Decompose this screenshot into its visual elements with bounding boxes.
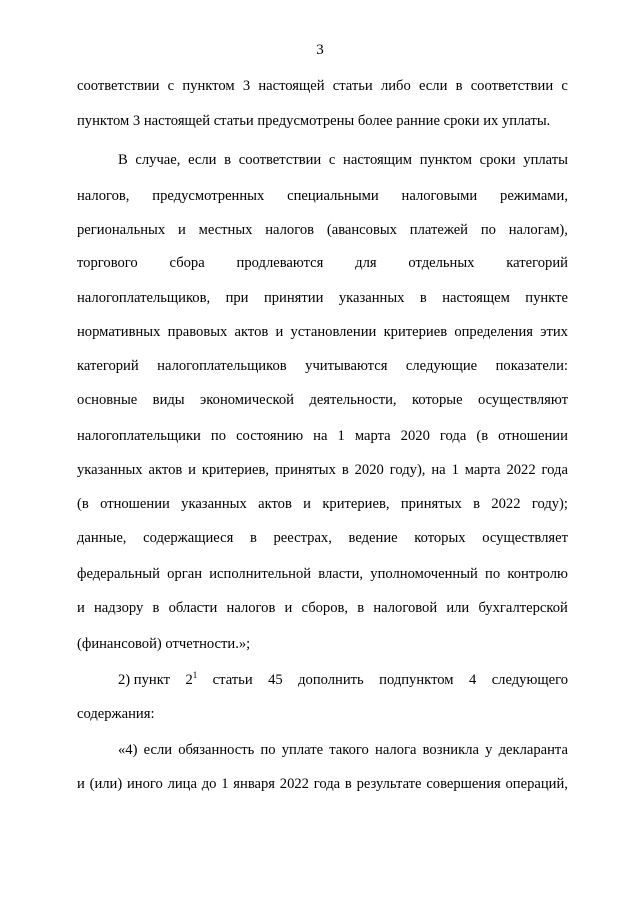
word: 1 [337, 428, 345, 444]
word: результате [356, 776, 422, 792]
word: с [167, 78, 175, 94]
word: категорий [77, 358, 139, 374]
word: продлеваются [236, 255, 324, 271]
word: области [168, 600, 218, 616]
text-line [77, 460, 568, 480]
text-line [77, 564, 568, 584]
text-line [118, 740, 568, 760]
word: случае, [135, 152, 181, 168]
word: 2020 [400, 428, 430, 444]
word: налогов [226, 600, 276, 616]
word: налоговой [373, 600, 438, 616]
word: года [439, 428, 467, 444]
word: (в [77, 496, 89, 512]
word: содержащиеся [143, 530, 234, 546]
word: региональных [77, 222, 166, 238]
word: установлении [290, 324, 377, 340]
word: правовых [167, 324, 228, 340]
word: совершения [426, 776, 501, 792]
text-line [77, 76, 568, 96]
word: сроки [479, 152, 516, 168]
word: в [419, 290, 427, 306]
word: до [201, 776, 217, 792]
word: указанных [77, 462, 143, 478]
text-line [77, 111, 568, 131]
word: режимами, [500, 188, 568, 204]
word: и [284, 600, 293, 616]
word: в [344, 776, 352, 792]
word: в [455, 78, 463, 94]
word: у [485, 742, 493, 758]
word: операций, [505, 776, 568, 792]
word: на [431, 462, 446, 478]
word: критериев, [322, 496, 390, 512]
word: (финансовой) отчетности.»; [77, 636, 251, 652]
word: которых [414, 530, 466, 546]
word: 3 [242, 78, 251, 94]
word: 2022 [491, 496, 521, 512]
word: 2020 [354, 462, 384, 478]
word: декларанта [498, 742, 568, 758]
word: сбора [169, 255, 205, 271]
word: и [77, 600, 85, 616]
word: налогоплательщики [77, 428, 201, 444]
item-2-superscript: 1 [192, 670, 198, 681]
word: и [77, 776, 85, 792]
word: пунктом 3 настоящей статьи предусмотрены более ранние сроки их уплаты. [77, 113, 551, 129]
word: предусмотренных [152, 188, 265, 204]
word: реестрах, [273, 530, 332, 546]
word: 45 [268, 672, 283, 688]
word: января [233, 776, 276, 792]
word: для [355, 255, 377, 271]
word: указанных [338, 290, 405, 306]
word: налогов [265, 222, 315, 238]
word: данные, [77, 530, 127, 546]
word: определения [454, 324, 533, 340]
word: актов [148, 462, 183, 478]
word: по [485, 566, 501, 582]
word: в [473, 496, 480, 512]
word: года [313, 776, 341, 792]
word: виды [152, 392, 185, 408]
word: «4) [118, 742, 138, 758]
word: сборов, [301, 600, 349, 616]
text-line [77, 186, 568, 206]
word: платежей [409, 222, 468, 238]
word: году), [389, 462, 426, 478]
word: в [249, 530, 257, 546]
word: надзору [94, 600, 144, 616]
word: бухгалтерской [478, 600, 568, 616]
word: отдельных [408, 255, 475, 271]
word: учитываются [305, 358, 388, 374]
word: настоящем [442, 290, 510, 306]
word: и [303, 496, 311, 512]
word: если [418, 78, 448, 94]
word: и [275, 324, 284, 340]
text-line [77, 598, 568, 618]
word: принятии [263, 290, 324, 306]
word: по [210, 428, 227, 444]
word: настоящим [343, 152, 413, 168]
word: экономической [200, 392, 294, 408]
word: власти, [318, 566, 364, 582]
word: подпунктом [379, 672, 454, 688]
word: налогоплательщиков, [77, 290, 211, 306]
item-2-line [118, 670, 568, 690]
word: исполнительной [209, 566, 312, 582]
text-line [77, 774, 568, 794]
text-line [118, 150, 568, 170]
word: при [225, 290, 249, 306]
word: иного [126, 776, 163, 792]
text-line [77, 253, 568, 273]
word: 2022 [279, 776, 309, 792]
word: указанных [181, 496, 247, 512]
word: состоянию [236, 428, 304, 444]
word: с [561, 78, 568, 94]
word: в [224, 152, 232, 168]
word: если [188, 152, 217, 168]
word: (в [476, 428, 489, 444]
item-2-number-text: 2 [185, 672, 193, 688]
word: налоговыми [401, 188, 478, 204]
word: контролю [507, 566, 568, 582]
word: соответствии [470, 78, 554, 94]
word: основные [77, 392, 138, 408]
word: по [480, 222, 496, 238]
page-number: 3 [316, 42, 324, 58]
word: году); [531, 496, 568, 512]
text-line [77, 426, 568, 446]
word: или [446, 600, 470, 616]
word: уплате [281, 742, 324, 758]
word: налога [375, 742, 417, 758]
word: торгового [77, 255, 138, 271]
word: критериев, [201, 462, 270, 478]
word: соответствии [77, 78, 160, 94]
word: соответствии [238, 152, 322, 168]
word: пунктом [182, 78, 235, 94]
word: налогоплательщиков [157, 358, 287, 374]
word: принятых [400, 496, 462, 512]
text-line [77, 356, 568, 376]
word: либо [380, 78, 411, 94]
word: федеральный [77, 566, 160, 582]
word: пунктом [419, 152, 472, 168]
word: по [260, 742, 276, 758]
word: дополнить [298, 672, 364, 688]
item-2-prefix [118, 670, 170, 690]
word: местных [198, 222, 253, 238]
word: 4 [468, 672, 477, 688]
word: специальными [287, 188, 379, 204]
word: в [341, 462, 349, 478]
word: возникла [422, 742, 479, 758]
word: актов [258, 496, 292, 512]
word: принятых [274, 462, 336, 478]
word: показатели: [495, 358, 568, 374]
text-line [77, 322, 568, 342]
word: на [313, 428, 328, 444]
word: В [118, 152, 128, 168]
text-line [77, 494, 568, 514]
text-line [77, 634, 568, 654]
word: актов [234, 324, 269, 340]
word: в [152, 600, 160, 616]
word: нормативных [77, 324, 161, 340]
word: деятельности, [309, 392, 397, 408]
text-line [77, 220, 568, 240]
word: и [177, 222, 186, 238]
word: ведение [348, 530, 398, 546]
word: статьи [332, 78, 373, 94]
word: статьи [212, 672, 253, 688]
word: 1 [221, 776, 229, 792]
word: уплаты [523, 152, 568, 168]
word: этих [540, 324, 568, 340]
word: 1 [451, 462, 459, 478]
word: осуществляет [482, 530, 568, 546]
word: налогам), [508, 222, 568, 238]
word: отношении [100, 496, 170, 512]
word: орган [167, 566, 203, 582]
word: критериев [383, 324, 448, 340]
word: если [143, 742, 173, 758]
word: года [541, 462, 568, 478]
word: осуществляют [477, 392, 568, 408]
word: следующего [491, 672, 568, 688]
word: марта [464, 462, 501, 478]
word: следующие [405, 358, 478, 374]
text-line [77, 528, 568, 548]
word: такого [329, 742, 369, 758]
word: марта [354, 428, 391, 444]
word: категорий [506, 255, 568, 271]
word: в [357, 600, 365, 616]
word: лица [167, 776, 197, 792]
text-line [77, 390, 568, 410]
word: обязанность [178, 742, 255, 758]
item-2-line-2: содержания: [77, 706, 155, 722]
word: которые [412, 392, 463, 408]
text-line [77, 288, 568, 308]
word: отношении [498, 428, 568, 444]
word: налогов, [77, 188, 130, 204]
item-2-prefix-text: 2) пункт [118, 672, 170, 688]
word: (авансовых [326, 222, 397, 238]
word: и [188, 462, 196, 478]
word: пункте [525, 290, 568, 306]
word: (или) [89, 776, 123, 792]
word: 2022 [506, 462, 536, 478]
item-2-number [185, 670, 197, 690]
word: настоящей [258, 78, 325, 94]
word: уполномоченный [370, 566, 478, 582]
word: с [328, 152, 336, 168]
